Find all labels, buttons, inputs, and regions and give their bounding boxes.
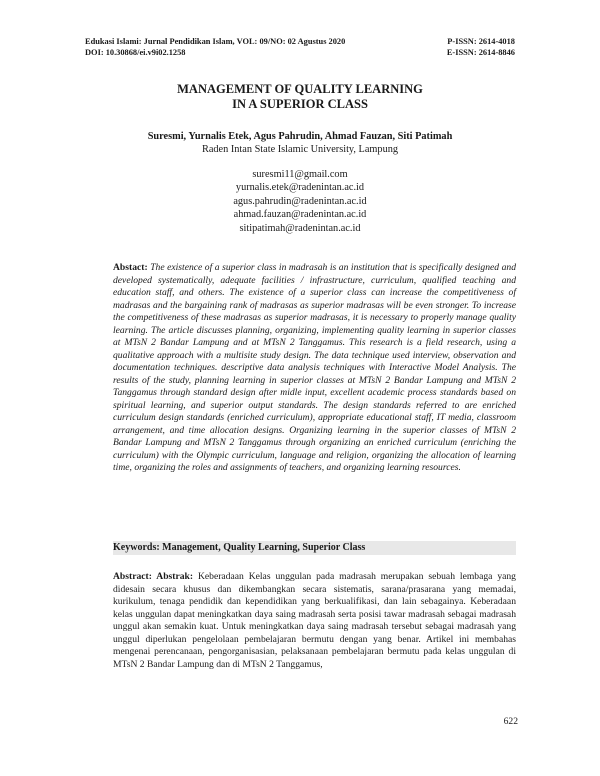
abstract-english — [113, 262, 516, 475]
p-issn: P-ISSN: 2614-4018 — [447, 37, 515, 46]
abstrak-text: Keberadaan Kelas unggulan pada madrasah merupakan sebuah lembaga yang didesain secara khusus dan dikembangkan secara sistematis, sarana/prasarana yang memadai, kurikulum, tenaga pendidik dan kependidikan yang berkualifikasi, dan lain sebagainya. Keberadaan kelas unggulan dapat meningkatkan daya saing madrasah serta posisi tawar madrasah sebagai madrasah unggul akan semakin kuat. Untuk meningkatkan daya saing madrasah tersebut sebagai madrasah yang unggul diperlukan pengelolaan pembelajaran bermutu dengan yang benar. Artikel ini membahas mengenai perencanaan, pengorganisasian, pelaksanaan pembelajaran bermutu pada kelas unggulan di MTsN 2 Bandar Lampung dan di MTsN 2 Tanggamus, — [113, 571, 516, 670]
email-list — [85, 168, 515, 235]
email: sitipatimah@radenintan.ac.id — [239, 222, 361, 234]
journal-header-line-1 — [85, 36, 515, 47]
paper-title — [85, 82, 515, 112]
journal-name: Edukasi Islami: Jurnal Pendidikan Islam, VOL: 09/NO: 02 Agustus 2020 — [85, 37, 346, 46]
abstract-text: The existence of a superior class in madrasah is an institution that is specifically designed and developed systematically, adequate facilities / infrastructure, curriculum, qualified teaching and education staff, and others. The existence of a superior class can increase the competitiveness of madrasas and the bargaining rank of madrasas as superior madrasas will be even stronger. To increase the competitiveness of these madrasas as superior madrasas, it is necessary to properly manage quality learning. The article discusses planning, organizing, implementing quality learning in superior classes at MTsN 2 Bandar Lampung and at MTsN 2 Tanggamus. This research is a field research, using a qualitative approach with a multisite study design. The data technique used interview, observation and documentation techniques. descriptive data analysis techniques with Interactive Model Analysis. The results of the study, planning learning in superior classes at MTsN 2 Bandar Lampung and MTsN 2 Tanggamus through standard design after midle input, excellent academic process standards based on spiritual learning, and superior output standards. The design standards referred to are enriched curriculum design standards (enriched curriculum), appropriate educational staff, IT media, classroom arrangement, and time allocation designs. Organizing learning in the superior classes of MTsN 2 Bandar Lampung and MTsN 2 Tanggamus through organizing an enriched curriculum (enriching the curriculum) with the Olympic curriculum, language and religion, organizing the allocation of learning time, organizing the roles and assignments of teachers, and organizing learning resources. — [113, 262, 517, 473]
abstract-indonesian — [113, 571, 516, 671]
email: yurnalis.etek@radenintan.ac.id — [235, 182, 365, 194]
title-line-2: IN A SUPERIOR CLASS — [232, 97, 368, 111]
affiliation: Raden Intan State Islamic University, Lampung — [201, 144, 399, 155]
email: ahmad.fauzan@radenintan.ac.id — [233, 209, 367, 221]
email: suresmi11@gmail.com — [252, 169, 348, 180]
email: agus.pahrudin@radenintan.ac.id — [233, 195, 367, 207]
abstract-label: Abstact: — [113, 262, 151, 273]
keywords: Keywords: Management, Quality Learning, Superior Class — [113, 541, 516, 555]
abstrak-label: Abstract: Abstrak: — [113, 571, 198, 582]
doi: DOI: 10.30868/ei.v9i02.1258 — [85, 48, 186, 57]
authors: Suresmi, Yurnalis Etek, Agus Pahrudin, Ahmad Fauzan, Siti Patimah — [147, 131, 453, 142]
e-issn: E-ISSN: 2614-8846 — [446, 48, 515, 57]
journal-header-line-2 — [85, 47, 515, 58]
title-line-1: MANAGEMENT OF QUALITY LEARNING — [177, 82, 423, 96]
page-number: 622 — [503, 716, 518, 727]
